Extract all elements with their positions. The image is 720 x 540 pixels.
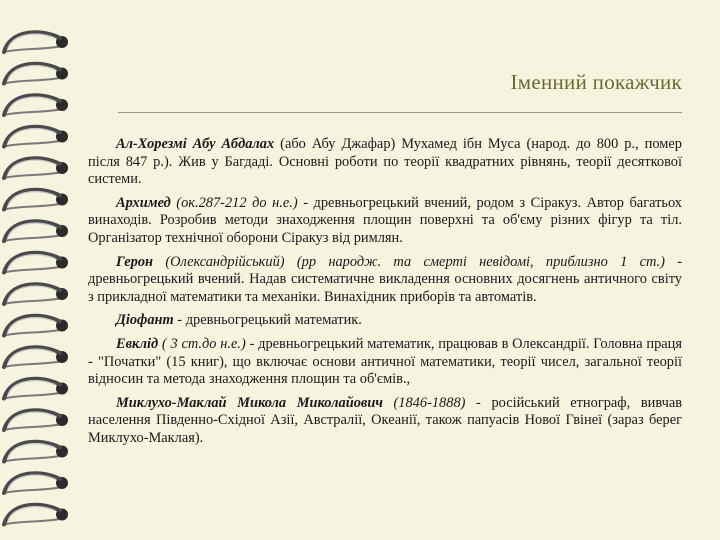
binding-ring-icon <box>4 473 68 493</box>
entry-dates: (Олександрійський) (рр народж. та смерті невідомі, приблизно 1 ст.) <box>153 253 665 270</box>
index-entry <box>88 336 682 389</box>
entry-dates: (ок.287-212 до н.е.) <box>170 194 298 211</box>
binding-ring-icon <box>4 253 68 273</box>
index-entry <box>88 395 682 448</box>
spiral-binding-icon <box>0 0 90 540</box>
binding-ring-icon <box>4 505 68 525</box>
entry-name: Ал-Хорезмі Абу Абдалах <box>116 136 275 152</box>
entry-name: Діофант <box>116 312 174 329</box>
page-title: Іменний покажчик <box>510 70 682 94</box>
binding-ring-icon <box>4 95 68 115</box>
index-entry <box>88 136 682 189</box>
binding-ring-icon <box>4 127 68 147</box>
binding-ring-icon <box>4 316 68 336</box>
index-entry <box>88 312 682 330</box>
entry-description: - древньогрецький вчений. Надав систематичне викладення основних досягнень античного світу з прикладної математики та механіки. Винахідник приборів та автоматів. <box>88 253 683 305</box>
entry-description: - древньогрецький математик, працював в Олександрії. Головна праця - "Початки" (15 книг), що включає основи античної математики, теорії чисел, загальної теорії відносин та метода знаходження площин та об'ємів., <box>88 335 682 388</box>
name-index-list <box>88 136 682 454</box>
entry-description: - древньогрецький математик. <box>173 312 362 329</box>
entry-name: Архимед <box>116 194 171 211</box>
entry-name: Миклухо-Маклай Микола Миколайович <box>116 394 383 411</box>
binding-ring-icon <box>4 410 68 430</box>
entry-description: - російський етнограф, вивчав населення Південно-Східної Азії, Австралії, Океанії, також папуасів Нової Гвінеї (зараз берег Миклухо-Маклая). <box>88 394 683 446</box>
entry-name: Герон <box>116 253 154 270</box>
binding-ring-icon <box>4 158 68 178</box>
binding-ring-icon <box>4 221 68 241</box>
binding-ring-icon <box>4 284 68 304</box>
index-entry <box>88 254 682 307</box>
entry-description: - древньогрецький вчений, родом з Сіракуз. Автор багатьох винаходів. Розробив методи знаходження площин поверхні та об'єму різних фігур та тіл. Організатор технічної оборони Сіракуз від римлян. <box>88 194 682 246</box>
entry-name: Евклід <box>116 335 159 352</box>
entry-dates: (1846-1888) <box>382 394 466 411</box>
title-divider <box>118 112 682 113</box>
binding-ring-icon <box>4 442 68 462</box>
entry-dates: ( 3 ст.до н.е.) <box>158 335 246 352</box>
binding-ring-icon <box>4 32 68 52</box>
binding-ring-icon <box>4 379 68 399</box>
binding-ring-icon <box>4 64 68 84</box>
binding-ring-icon <box>4 190 68 210</box>
entry-description: (або Абу Джафар) Мухамед ібн Муса (народ. до 800 р., помер після 847 р.). Жив у Багдаді. Основні роботи по теорії квадратних рівнянь, теорії десяткової системи. <box>88 136 682 188</box>
binding-ring-icon <box>4 347 68 367</box>
index-entry <box>88 195 682 248</box>
